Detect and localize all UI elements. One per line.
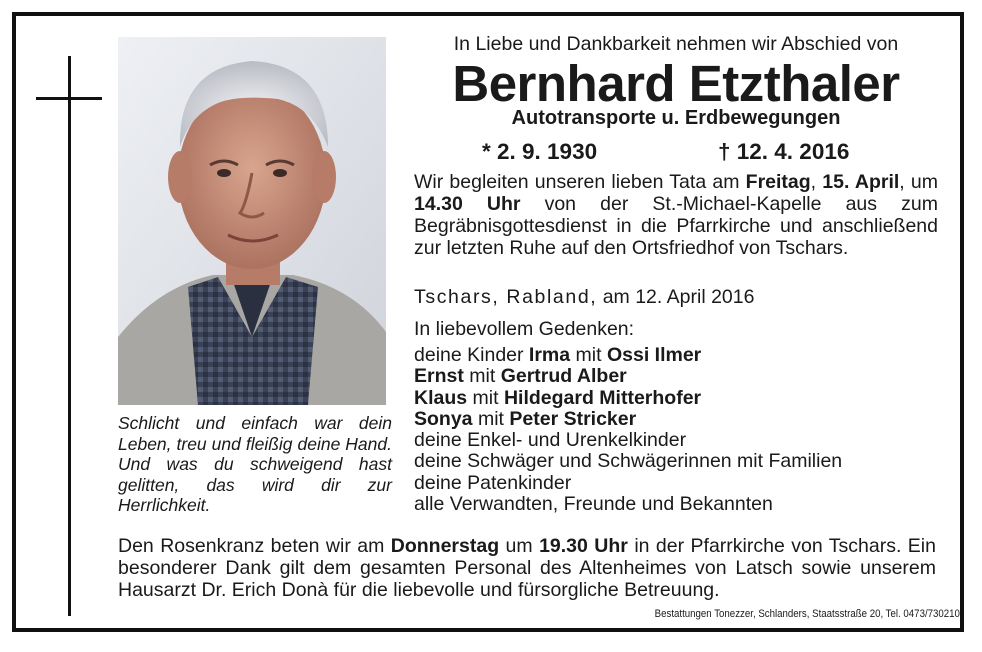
announcement-time: 14.30 Uhr: [414, 193, 521, 215]
family-member: Klaus: [414, 386, 468, 409]
family-line: deine Enkel- und Urenkelkinder: [414, 429, 687, 452]
family-line: [414, 345, 938, 366]
closing-text: in der Pfarrkirche von Tschars. Ein besonderer Dank gilt dem gesamten Personal des Altenheimes von Latsch sowie unserem Hausarzt Dr. Erich Donà für die liebevolle und fürsorgliche Betreuung.: [118, 535, 936, 601]
family-member: Ossi Ilmer: [606, 344, 702, 366]
family-member: Sonya: [414, 407, 473, 430]
family-line: [414, 388, 938, 409]
family-list: [414, 345, 938, 515]
announcement-date: 15. April: [822, 171, 900, 193]
cross-icon-bar: [36, 97, 102, 100]
intro-line: In Liebe und Dankbarkeit nehmen wir Abschied von: [453, 33, 899, 55]
family-member: Irma: [528, 344, 571, 366]
announcement-text: ,: [810, 171, 823, 193]
family-member: Ernst: [414, 365, 464, 388]
deceased-name: Bernhard Etzthaler: [452, 55, 900, 112]
announcement-day: Freitag: [745, 171, 811, 193]
place-names: Tschars, Rabland,: [414, 286, 598, 308]
family-member: Peter Stricker: [509, 407, 637, 430]
family-member: Hildegard Mitterhofer: [503, 386, 702, 409]
closing-text: Den Rosenkranz beten wir am: [118, 535, 391, 557]
announcement-text: , um: [899, 171, 938, 193]
family-text: mit: [463, 365, 501, 388]
memory-heading: In liebevollem Gedenken:: [414, 318, 635, 340]
family-text: mit: [472, 407, 510, 430]
family-line: alle Verwandten, Freunde und Bekannten: [414, 493, 773, 516]
death-date: † 12. 4. 2016: [718, 139, 850, 164]
family-text: mit: [570, 344, 607, 366]
family-line: [414, 366, 938, 387]
closing-text: um: [499, 535, 540, 557]
cross-icon: [68, 56, 71, 616]
family-line: deine Patenkinder: [414, 471, 572, 494]
place-date-line: [414, 286, 938, 309]
family-line: [414, 409, 938, 430]
birth-date: * 2. 9. 1930: [482, 139, 598, 164]
closing-day: Donnerstag: [390, 535, 500, 557]
announcement-text: Wir begleiten unseren lieben Tata am: [414, 171, 746, 193]
undertaker-credit: Bestattungen Tonezzer, Schlanders, Staatsstraße 20, Tel. 0473/730210: [654, 608, 960, 620]
company-line: Autotransporte u. Erdbewegungen: [511, 107, 841, 129]
rosary-announcement: [118, 535, 936, 601]
family-text: mit: [467, 386, 504, 409]
family-text: deine Kinder: [414, 344, 529, 366]
memorial-quote: Schlicht und einfach war dein Leben, treu und fleißig deine Hand. Und was du schweigend hast gelitten, das wird dir zur Herrlichkeit.: [118, 413, 392, 515]
closing-time: 19.30 Uhr: [539, 535, 628, 557]
family-line: deine Schwäger und Schwägerinnen mit Familien: [414, 450, 843, 473]
portrait-photo: [118, 37, 386, 405]
funeral-announcement: [414, 171, 938, 259]
family-member: Gertrud Alber: [500, 365, 627, 388]
announcement-text: von der St.-Michael-Kapelle aus zum Begräbnisgottesdienst in die Pfarrkirche und anschließend zur letzten Ruhe auf den Ortsfriedhof von Tschars.: [414, 193, 938, 259]
place-date: am 12. April 2016: [597, 286, 755, 308]
